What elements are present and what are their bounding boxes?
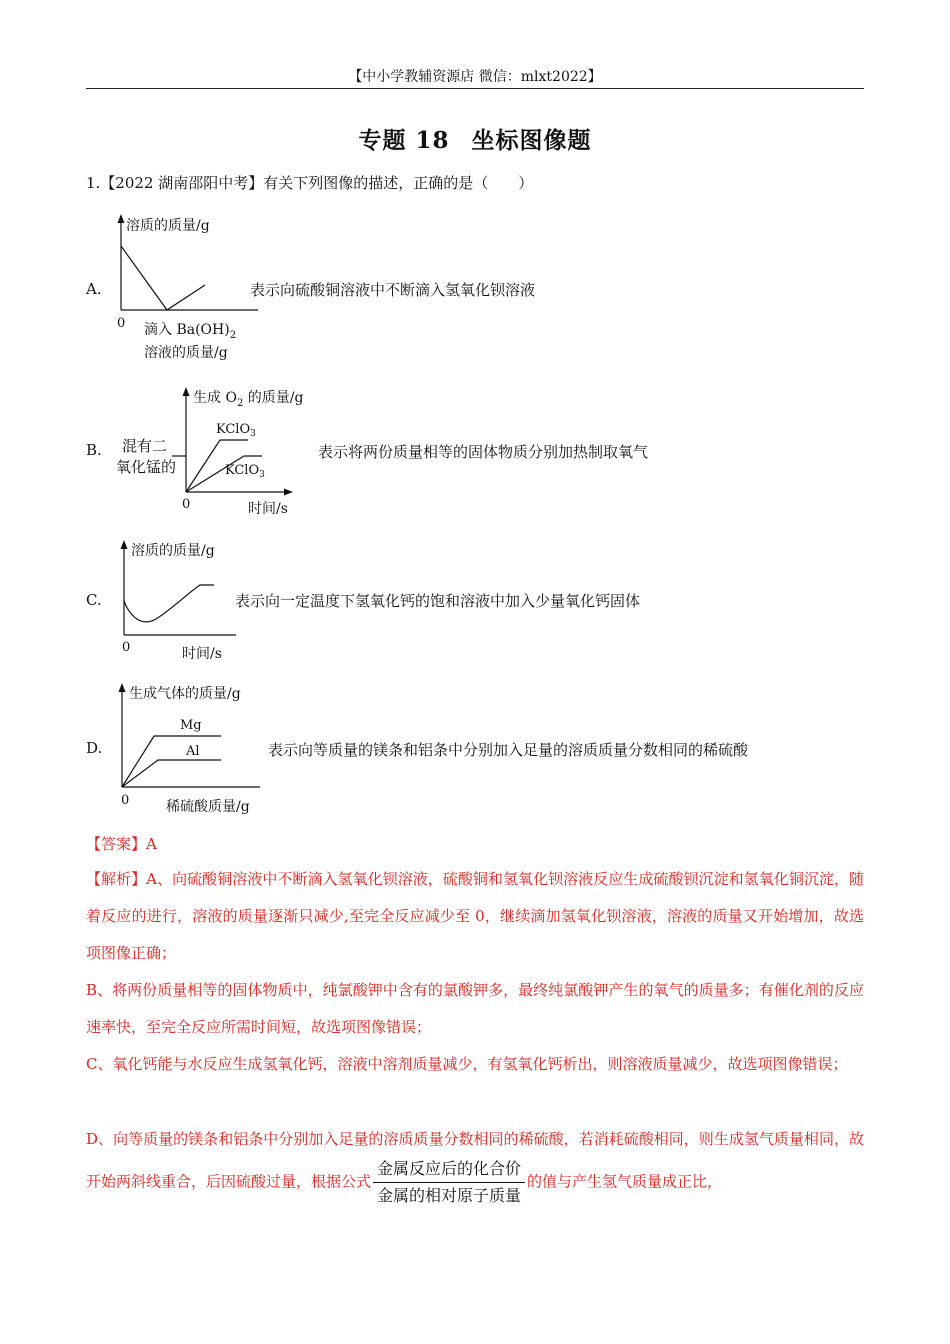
graph-d-ylabel: 生成气体的质量/g [129,686,241,702]
formula-denominator: 金属的相对原子质量 [377,1186,522,1205]
graph-c-ylabel: 溶质的质量/g [131,543,215,559]
analysis-a-text: A、向硫酸铜溶液中不断滴入氢氧化钡溶液，硫酸铜和氢氧化钡溶液反应生成硫酸钡沉淀和氢氧化铜沉淀，随着反应的进行，溶液的质量逐渐只减少,至完全反应减少至 0，继续滴加氢氧化钡溶液，溶液的质量又开始增加，故选项图像正确； [86,870,864,962]
analysis-c: C、氧化钙能与水反应生成氢氧化钙，溶液中溶剂质量减少，有氢氧化钙析出，则溶液质量减少，故选项图像错误； [86,1055,848,1073]
page-header: 【中小学教辅资源店 微信：mlxt2022】 [348,69,602,85]
graph-c-xlabel: 时间/s [182,646,222,662]
graph-b-series-bottom-label: KClO$_3$ [225,463,265,480]
graph-a-xlabel-line2: 溶液的质量/g [144,345,228,361]
graph-a [110,212,260,367]
page-title [0,122,950,155]
graph-d-series-mg [122,736,221,787]
formula-fraction [373,1158,525,1207]
formula-numerator: 金属反应后的化合价 [373,1158,525,1183]
graph-d-mg-label: Mg [180,718,202,733]
graph-d [110,680,270,820]
graph-b-side-line2: 氧化锰的 [116,458,177,476]
option-d-desc: 表示向等质量的镁条和铝条中分别加入足量的溶质质量分数相同的稀硫酸 [268,741,749,759]
question-stem: 1.【2022 湖南邵阳中考】有关下列图像的描述，正确的是（ ） [86,174,534,192]
analysis-d-text1: D、向等质量的镁条和铝条中分别加入足量的溶质质量分数相同的稀硫酸，若消耗硫酸相同，则生成氢气质量相同，故开始两斜线重合，后因硫酸过量，根据公式 [86,1130,864,1191]
graph-c-y-arrow [121,540,128,549]
graph-d-y-arrow [119,683,126,692]
answer [86,833,157,854]
title-part2: 坐标图像题 [471,127,592,154]
graph-a-xlabel-line1: 滴入 $Ba(OH)_2$ [144,322,237,341]
answer-value: A [146,835,157,853]
graph-c-origin: 0 [122,640,131,655]
graph-c [110,537,240,667]
graph-d-al-label: Al [186,744,200,759]
graph-b-origin: 0 [182,497,191,512]
graph-b-ylabel: 生成 $O_2$ 的质量/g [193,390,304,409]
graph-b [110,384,315,519]
graph-b-series-top-label: KClO$_3$ [216,422,256,439]
analysis-a [86,861,864,972]
answer-label: 【答案】 [86,835,147,853]
analysis-d-text2: 的值与产生氢气质量成正比， [527,1172,723,1191]
option-c-letter: C. [86,591,102,609]
title-part1: 专题 18 [358,127,450,154]
graph-a-y-arrow [118,214,125,223]
graph-b-x-arrow [284,489,293,496]
option-a-desc: 表示向硫酸铜溶液中不断滴入氢氧化钡溶液 [250,281,536,299]
graph-d-xlabel: 稀硫酸质量/g [166,799,250,815]
graph-a-origin: 0 [117,316,126,331]
graph-a-curve [121,246,205,310]
analysis-label: 【解析】 [86,870,147,888]
option-a-letter: A. [86,280,102,298]
graph-b-side-line1: 混有二 [122,437,168,455]
option-b-desc: 表示将两份质量相等的固体物质分别加热制取氧气 [318,443,649,461]
graph-d-origin: 0 [121,793,130,808]
header-divider [86,88,864,89]
analysis-b: B、将两份质量相等的固体物质中，纯氯酸钾中含有的氯酸钾多，最终纯氯酸钾产生的氧气的质量多；有催化剂的反应速率快，至完全反应所需时间短，故选项图像错误； [86,981,864,1036]
graph-b-xlabel: 时间/s [248,501,288,517]
analysis-d [86,1120,864,1207]
graph-a-ylabel: 溶质的质量/g [126,218,210,234]
graph-c-curve [124,585,214,622]
option-d-letter: D. [86,739,103,757]
option-c-desc: 表示向一定温度下氢氧化钙的饱和溶液中加入少量氧化钙固体 [235,592,641,610]
graph-b-y-arrow [183,387,190,396]
option-b-letter: B. [86,441,102,459]
